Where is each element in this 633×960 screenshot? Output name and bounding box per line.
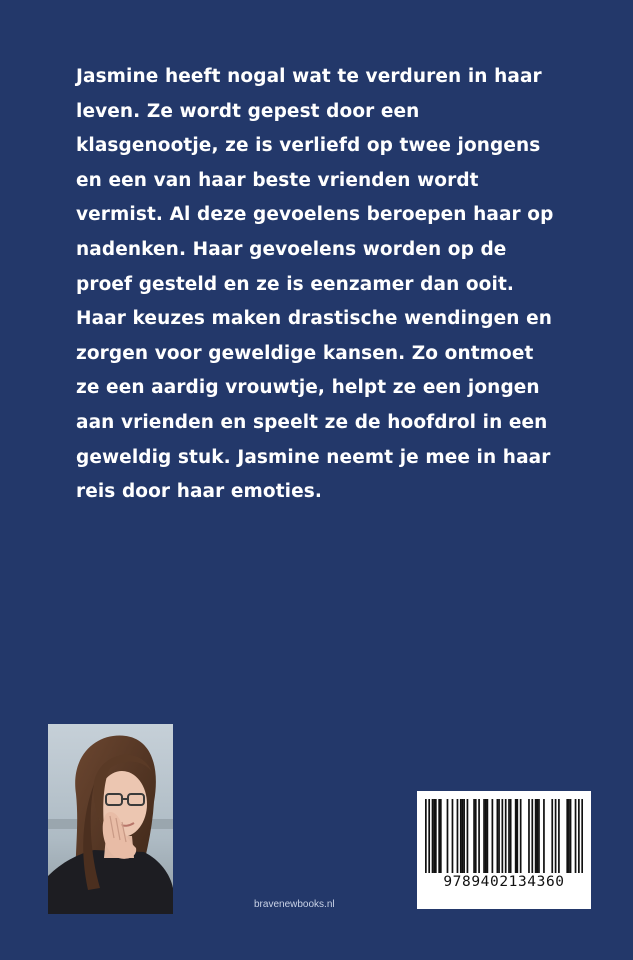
blurb-line: proef gesteld en ze is eenzamer dan ooit.: [76, 273, 515, 295]
barcode-bar: [578, 799, 580, 873]
barcode-bar: [558, 799, 560, 873]
blurb-line: ze een aardig vrouwtje, helpt ze een jongen: [76, 377, 540, 399]
barcode-bar: [510, 799, 512, 873]
barcode-bar: [581, 799, 583, 873]
back-cover-blurb: [76, 60, 576, 510]
barcode-bar: [452, 799, 454, 873]
blurb-line: Jasmine heeft nogal wat te verduren in haar: [76, 66, 542, 87]
barcode-bar: [505, 799, 507, 873]
isbn-number: 9789402134360: [443, 874, 565, 890]
blurb-line: reis door haar emoties.: [76, 481, 322, 503]
barcode-bar: [575, 799, 577, 873]
barcode-bar: [568, 799, 570, 873]
barcode-bar: [473, 799, 475, 873]
blurb-line: aan vrienden en speelt ze de hoofdrol in een: [76, 411, 548, 433]
barcode-bar: [515, 799, 517, 873]
barcode-bar: [570, 799, 572, 873]
barcode-bar: [478, 799, 480, 873]
blurb-line: leven. Ze wordt gepest door een: [76, 100, 420, 122]
barcode-bar: [432, 799, 434, 873]
barcode-bar: [538, 799, 540, 873]
blurb-line: Haar keuzes maken drastische wendingen en: [76, 308, 552, 330]
barcode-bar: [508, 799, 510, 873]
barcode-bar: [475, 799, 477, 873]
barcode-bar: [435, 799, 437, 873]
barcode-bar: [516, 799, 518, 873]
barcode-bar: [433, 799, 435, 873]
barcode-bar: [555, 799, 557, 873]
blurb-line: vermist. Al deze gevoelens beroepen haar op: [76, 204, 554, 226]
barcode-bar: [460, 799, 462, 873]
barcode-bar: [551, 799, 553, 873]
barcode-bar: [440, 799, 442, 873]
barcode-bar: [425, 799, 427, 873]
barcode-bar: [467, 799, 469, 873]
barcode-bar: [485, 799, 487, 873]
blurb-line: geweldig stuk. Jasmine neemt je mee in haar: [76, 446, 551, 468]
author-photo: [48, 724, 173, 914]
barcode-bar: [438, 799, 440, 873]
blurb-line: klasgenootje, ze is verliefd op twee jongens: [76, 135, 541, 157]
barcode-bar: [483, 799, 485, 873]
barcode-bar: [492, 799, 494, 873]
barcode-bar: [462, 799, 464, 873]
barcode-bar: [535, 799, 537, 873]
blurb-line: nadenken. Haar gevoelens worden op de: [76, 238, 507, 260]
barcode-bar: [497, 799, 499, 873]
barcode-bar: [536, 799, 538, 873]
barcode-bar: [528, 799, 530, 873]
isbn-barcode: [417, 791, 591, 909]
barcode-bar: [566, 799, 568, 873]
blurb-line: en een van haar beste vrienden wordt: [76, 169, 479, 191]
barcode-bar: [543, 799, 545, 873]
barcode-bar: [498, 799, 500, 873]
blurb-line: zorgen voor geweldige kansen. Zo ontmoet: [76, 342, 534, 364]
barcode-bar: [531, 799, 533, 873]
barcode-bar: [520, 799, 522, 873]
barcode-bar: [457, 799, 459, 873]
barcode-bar: [487, 799, 489, 873]
barcode-bar: [447, 799, 449, 873]
barcode-bar: [428, 799, 430, 873]
barcode-bar: [463, 799, 465, 873]
barcode-bars: [425, 799, 583, 873]
publisher-url: bravenewbooks.nl: [254, 899, 335, 910]
barcode-bar: [502, 799, 504, 873]
